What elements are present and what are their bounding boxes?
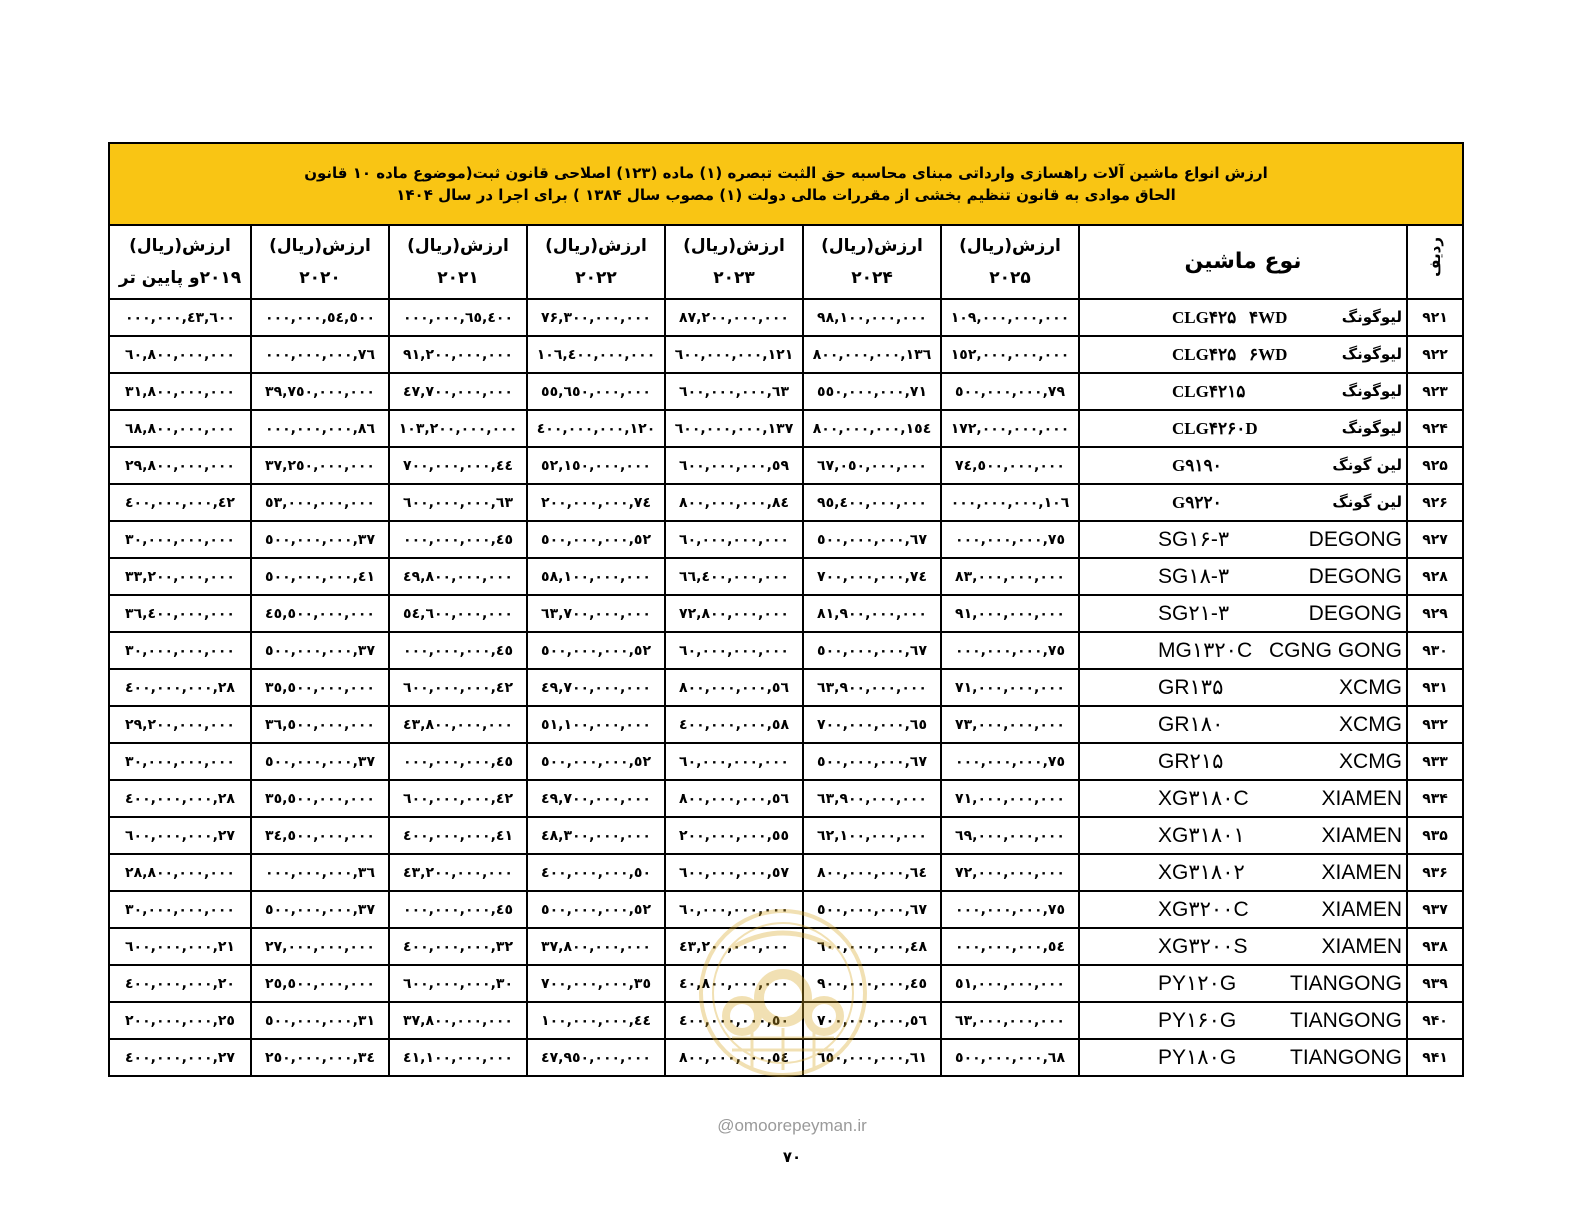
value-cell: ٥٥,٦٥۰,۰۰۰,۰۰۰ xyxy=(527,373,665,410)
value-cell: ٤٤,۱۰۰,۰۰۰,۰۰۰ xyxy=(527,1002,665,1039)
value-cell: ۲٥,۲۰۰,۰۰۰,۰۰۰ xyxy=(109,1002,251,1039)
value-cell: ۱۷۲,۰۰۰,۰۰۰,۰۰۰ xyxy=(941,410,1079,447)
machine-type-cell xyxy=(1079,558,1407,595)
value-cell: ۸٦,۰۰۰,۰۰۰,۰۰۰ xyxy=(251,410,389,447)
value-cell: ٥٤,٦۰۰,۰۰۰,۰۰۰ xyxy=(389,595,527,632)
table-row xyxy=(109,669,1463,706)
table-row xyxy=(109,965,1463,1002)
value-cell: ٤۳,۸۰۰,۰۰۰,۰۰۰ xyxy=(389,706,527,743)
table-row xyxy=(109,632,1463,669)
value-cell: ٦۳,٦۰۰,۰۰۰,۰۰۰ xyxy=(665,373,803,410)
value-cell: ۱۲۰,٤۰۰,۰۰۰,۰۰۰ xyxy=(527,410,665,447)
machine-model: GR۱۳۵ xyxy=(1158,676,1224,699)
value-cell: ۷٦,۰۰۰,۰۰۰,۰۰۰ xyxy=(251,336,389,373)
value-cell: ۳٦,۰۰۰,۰۰۰,۰۰۰ xyxy=(251,854,389,891)
table-row xyxy=(109,780,1463,817)
machine-model: XG۳۲۰۰C xyxy=(1158,898,1249,921)
value-cell: ۷۱,۰۰۰,۰۰۰,۰۰۰ xyxy=(941,780,1079,817)
value-cell: ۳٥,٥۰۰,۰۰۰,۰۰۰ xyxy=(251,669,389,706)
machine-model: SG۱۶-۳ xyxy=(1158,528,1230,551)
value-cell: ۷٥,۰۰۰,۰۰۰,۰۰۰ xyxy=(941,891,1079,928)
value-cell: ٥٤,۰۰۰,۰۰۰,۰۰۰ xyxy=(941,928,1079,965)
value-cell: ٤٥,۰۰۰,۰۰۰,۰۰۰ xyxy=(389,743,527,780)
table-row xyxy=(109,891,1463,928)
value-cell: ۱۳۷,٦۰۰,۰۰۰,۰۰۰ xyxy=(665,410,803,447)
machine-model: XG۳۱۸۰۲ xyxy=(1158,861,1245,884)
header-radif: ردیف xyxy=(1407,225,1463,299)
value-cell: ٥۳,۰۰۰,۰۰۰,۰۰۰ xyxy=(251,484,389,521)
value-cell: ٤۲,٤۰۰,۰۰۰,۰۰۰ xyxy=(109,484,251,521)
machine-type-cell xyxy=(1079,780,1407,817)
value-cell: ٦۳,۷۰۰,۰۰۰,۰۰۰ xyxy=(527,595,665,632)
value-cell: ٥۸,٤۰۰,۰۰۰,۰۰۰ xyxy=(665,706,803,743)
value-cell: ٦۰,۸۰۰,۰۰۰,۰۰۰ xyxy=(109,336,251,373)
table-row xyxy=(109,484,1463,521)
value-cell: ۲٥,٥۰۰,۰۰۰,۰۰۰ xyxy=(251,965,389,1002)
value-cell: ۱۲۱,٦۰۰,۰۰۰,۰۰۰ xyxy=(665,336,803,373)
value-cell: ۸۳,۰۰۰,۰۰۰,۰۰۰ xyxy=(941,558,1079,595)
machine-model: SG۲۱-۳ xyxy=(1158,602,1230,625)
value-cell: ٥۸,۱۰۰,۰۰۰,۰۰۰ xyxy=(527,558,665,595)
value-cell: ۷٤,۲۰۰,۰۰۰,۰۰۰ xyxy=(527,484,665,521)
value-cell: ۳۱,٥۰۰,۰۰۰,۰۰۰ xyxy=(251,1002,389,1039)
value-cell: ٤٤,۷۰۰,۰۰۰,۰۰۰ xyxy=(389,447,527,484)
value-cell: ٤۹,۸۰۰,۰۰۰,۰۰۰ xyxy=(389,558,527,595)
value-cell: ۷۲,۸۰۰,۰۰۰,۰۰۰ xyxy=(665,595,803,632)
value-cell: ۳٦,٥۰۰,۰۰۰,۰۰۰ xyxy=(251,706,389,743)
value-cell: ۹۱,۲۰۰,۰۰۰,۰۰۰ xyxy=(389,336,527,373)
table-row xyxy=(109,299,1463,336)
machine-brand: XIAMEN xyxy=(1321,898,1403,921)
value-cell: ٦۸,۸۰۰,۰۰۰,۰۰۰ xyxy=(109,410,251,447)
machine-brand: TIANGONG xyxy=(1290,1009,1403,1032)
table-row xyxy=(109,521,1463,558)
machine-type-cell xyxy=(1079,817,1407,854)
value-cell: ٦۹,۰۰۰,۰۰۰,۰۰۰ xyxy=(941,817,1079,854)
value-cell: ۳٤,٥۰۰,۰۰۰,۰۰۰ xyxy=(251,817,389,854)
machine-type-cell xyxy=(1079,299,1407,336)
value-cell: ۳۷,٥۰۰,۰۰۰,۰۰۰ xyxy=(251,891,389,928)
row-index: ۹۲۲ xyxy=(1407,336,1463,373)
table-row xyxy=(109,928,1463,965)
value-cell: ٦۲,۱۰۰,۰۰۰,۰۰۰ xyxy=(803,817,941,854)
row-index: ۹۲۳ xyxy=(1407,373,1463,410)
header-year-2024: ارزش(ریال) ۲۰۲۴ xyxy=(803,225,941,299)
value-cell: ٤٥,۰۰۰,۰۰۰,۰۰۰ xyxy=(389,632,527,669)
value-cell: ۷۱,٥٥۰,۰۰۰,۰۰۰ xyxy=(803,373,941,410)
table-row xyxy=(109,373,1463,410)
row-index: ۹۳۹ xyxy=(1407,965,1463,1002)
table-row xyxy=(109,595,1463,632)
machine-type-cell xyxy=(1079,891,1407,928)
value-cell: ۸۱,۹۰۰,۰۰۰,۰۰۰ xyxy=(803,595,941,632)
value-cell: ٦۰,۰۰۰,۰۰۰,۰۰۰ xyxy=(665,743,803,780)
value-cell: ٦۳,۰۰۰,۰۰۰,۰۰۰ xyxy=(941,1002,1079,1039)
value-cell: ۲۹,۸۰۰,۰۰۰,۰۰۰ xyxy=(109,447,251,484)
header-year-2023: ارزش(ریال) ۲۰۲۳ xyxy=(665,225,803,299)
title-line-2: الحاق موادی به قانون تنظیم بخشی از مقررات مالی دولت (۱) مصوب سال ۱۳۸۴ ) برای اجرا در سال ۱۴۰۴ xyxy=(396,186,1176,204)
machine-type-cell xyxy=(1079,965,1407,1002)
value-cell: ۳۳,۲۰۰,۰۰۰,۰۰۰ xyxy=(109,558,251,595)
value-cell: ٦۷,۰٥۰,۰۰۰,۰۰۰ xyxy=(803,447,941,484)
machine-model: SG۱۸-۳ xyxy=(1158,565,1230,588)
machine-type-cell xyxy=(1079,336,1407,373)
machine-model: MG۱۳۲۰C xyxy=(1158,639,1253,662)
value-cell: ٥٦,۸۰۰,۰۰۰,۰۰۰ xyxy=(665,669,803,706)
table-row xyxy=(109,336,1463,373)
value-cell: ۳۰,٦۰۰,۰۰۰,۰۰۰ xyxy=(389,965,527,1002)
machine-brand: DEGONG xyxy=(1308,602,1403,625)
table-row xyxy=(109,558,1463,595)
table-row xyxy=(109,854,1463,891)
value-cell: ٥۹,٦۰۰,۰۰۰,۰۰۰ xyxy=(665,447,803,484)
machine-model: CLG۴۲۱۵ xyxy=(1172,382,1246,401)
row-index: ۹۴۱ xyxy=(1407,1039,1463,1076)
row-index: ۹۲۸ xyxy=(1407,558,1463,595)
value-cell: ۱۳٦,۸۰۰,۰۰۰,۰۰۰ xyxy=(803,336,941,373)
machine-model: GR۱۸۰ xyxy=(1158,713,1224,736)
value-cell: ٤۹,۷۰۰,۰۰۰,۰۰۰ xyxy=(527,669,665,706)
machine-type-cell xyxy=(1079,595,1407,632)
row-index: ۹۲۱ xyxy=(1407,299,1463,336)
value-cell: ۳۰,۰۰۰,۰۰۰,۰۰۰ xyxy=(109,891,251,928)
value-cell: ٤۲,٦۰۰,۰۰۰,۰۰۰ xyxy=(389,669,527,706)
row-index: ۹۳۱ xyxy=(1407,669,1463,706)
value-cell: ۳۱,۸۰۰,۰۰۰,۰۰۰ xyxy=(109,373,251,410)
value-cell: ٥۱,۰۰۰,۰۰۰,۰۰۰ xyxy=(941,965,1079,1002)
value-cell: ۱۰۹,۰۰۰,۰۰۰,۰۰۰ xyxy=(941,299,1079,336)
footer-website: @omoorepeyman.ir xyxy=(717,1116,867,1135)
value-cell: ٥۰,٤۰۰,۰۰۰,۰۰۰ xyxy=(527,854,665,891)
value-cell: ٦۷,٥۰۰,۰۰۰,۰۰۰ xyxy=(803,632,941,669)
value-cell: ٦٥,۷۰۰,۰۰۰,۰۰۰ xyxy=(803,706,941,743)
table-row xyxy=(109,1002,1463,1039)
row-index: ۹۲۶ xyxy=(1407,484,1463,521)
value-cell: ٥٦,۸۰۰,۰۰۰,۰۰۰ xyxy=(665,780,803,817)
value-cell: ۷٥,۰۰۰,۰۰۰,۰۰۰ xyxy=(941,743,1079,780)
header-year-2025: ارزش(ریال) ۲۰۲۵ xyxy=(941,225,1079,299)
title-row xyxy=(109,143,1463,225)
row-index: ۹۲۵ xyxy=(1407,447,1463,484)
header-row xyxy=(109,225,1463,299)
table-title xyxy=(109,143,1463,225)
machine-brand: DEGONG xyxy=(1308,565,1403,588)
value-cell: ۲۷,٤۰۰,۰۰۰,۰۰۰ xyxy=(109,1039,251,1076)
machine-brand: لیوگونگ xyxy=(1341,308,1403,326)
value-cell: ٦٥,٤٠٠,۰۰۰,۰۰۰ xyxy=(389,299,527,336)
value-cell: ٤۳,۲۰۰,۰۰۰,۰۰۰ xyxy=(665,928,803,965)
machine-brand: TIANGONG xyxy=(1290,1046,1403,1069)
machine-model: G۹۲۲۰ xyxy=(1172,493,1222,512)
value-cell: ۳۰,۰۰۰,۰۰۰,۰۰۰ xyxy=(109,521,251,558)
machine-type-cell xyxy=(1079,706,1407,743)
value-cell: ٤۱,۱۰۰,۰۰۰,۰۰۰ xyxy=(389,1039,527,1076)
value-cell: ۱۰۳,۲۰۰,۰۰۰,۰۰۰ xyxy=(389,410,527,447)
machine-model: PY۱۲۰G xyxy=(1158,972,1237,995)
row-index: ۹۲۴ xyxy=(1407,410,1463,447)
value-cell: ٤٣,٦٠٠,۰۰۰,۰۰۰ xyxy=(109,299,251,336)
value-cell: ۲۰,٤۰۰,۰۰۰,۰۰۰ xyxy=(109,965,251,1002)
value-cell: ٤۱,٤۰۰,۰۰۰,۰۰۰ xyxy=(389,817,527,854)
machine-model: CLG۴۲۶۰D xyxy=(1172,419,1258,438)
machine-brand: XCMG xyxy=(1339,750,1403,773)
value-cell: ۷٥,۰۰۰,۰۰۰,۰۰۰ xyxy=(941,632,1079,669)
value-cell: ٥۲,٥۰۰,۰۰۰,۰۰۰ xyxy=(527,743,665,780)
value-cell: ۷٤,٥۰۰,۰۰۰,۰۰۰ xyxy=(941,447,1079,484)
machine-brand: XCMG xyxy=(1339,676,1403,699)
value-cell: ۷۹,٥۰۰,۰۰۰,۰۰۰ xyxy=(941,373,1079,410)
machine-type-cell xyxy=(1079,632,1407,669)
value-cell: ۲۸,۸۰۰,۰۰۰,۰۰۰ xyxy=(109,854,251,891)
value-cell: ۳٤,۲٥۰,۰۰۰,۰۰۰ xyxy=(251,1039,389,1076)
machine-brand: XIAMEN xyxy=(1321,861,1403,884)
title-line-1: ارزش انواع ماشین آلات راهسازی وارداتی مبنای محاسبه حق الثبت تبصره (۱) ماده (۱۲۳) اصلاحی قانون ثبت(موضوع ماده ۱۰ قانون xyxy=(304,164,1268,182)
value-cell: ۹٥,٤۰۰,۰۰۰,۰۰۰ xyxy=(803,484,941,521)
machine-type-cell xyxy=(1079,484,1407,521)
value-cell: ۳٦,٤۰۰,۰۰۰,۰۰۰ xyxy=(109,595,251,632)
machine-brand: لیوگونگ xyxy=(1341,382,1403,400)
row-index: ۹۳۸ xyxy=(1407,928,1463,965)
machine-type-cell xyxy=(1079,410,1407,447)
value-cell: ۱۰٦,۰۰۰,۰۰۰,۰۰۰ xyxy=(941,484,1079,521)
machine-type-cell xyxy=(1079,854,1407,891)
machine-brand: CGNG GONG xyxy=(1269,639,1403,662)
value-cell: ٦۷,٥۰۰,۰۰۰,۰۰۰ xyxy=(803,743,941,780)
machine-brand: XCMG xyxy=(1339,713,1403,736)
row-index: ۹۳۴ xyxy=(1407,780,1463,817)
value-cell: ۳٥,۷۰۰,۰۰۰,۰۰۰ xyxy=(527,965,665,1002)
row-index: ۹۲۷ xyxy=(1407,521,1463,558)
value-cell: ۲۱,٦۰۰,۰۰۰,۰۰۰ xyxy=(109,928,251,965)
value-cell: ٦٦,٤۰۰,۰۰۰,۰۰۰ xyxy=(665,558,803,595)
value-cell: ٥٤,۸۰۰,۰۰۰,۰۰۰ xyxy=(665,1039,803,1076)
value-cell: ٤۹,۷۰۰,۰۰۰,۰۰۰ xyxy=(527,780,665,817)
value-cell: ۳۰,۰۰۰,۰۰۰,۰۰۰ xyxy=(109,743,251,780)
value-cell: ۳٥,٥۰۰,۰۰۰,۰۰۰ xyxy=(251,780,389,817)
machine-model: G۹۱۹۰ xyxy=(1172,456,1222,475)
value-cell: ٤۷,۷۰۰,۰۰۰,۰۰۰ xyxy=(389,373,527,410)
machine-type-cell xyxy=(1079,669,1407,706)
value-cell: ٦۷,٥۰۰,۰۰۰,۰۰۰ xyxy=(803,891,941,928)
value-cell: ۱٥٤,۸۰۰,۰۰۰,۰۰۰ xyxy=(803,410,941,447)
row-index: ۹۳۷ xyxy=(1407,891,1463,928)
value-cell: ۲۸,٤۰۰,۰۰۰,۰۰۰ xyxy=(109,669,251,706)
value-cell: ٤۳,۲۰۰,۰۰۰,۰۰۰ xyxy=(389,854,527,891)
value-cell: ۱٥۲,۰۰۰,۰۰۰,۰۰۰ xyxy=(941,336,1079,373)
row-index: ۹۳۶ xyxy=(1407,854,1463,891)
machine-price-table xyxy=(108,142,1464,1077)
machine-model: CLG۴۲۵ ۶WD xyxy=(1172,345,1288,364)
machine-brand: DEGONG xyxy=(1308,528,1403,551)
value-cell: ٥۲,۱٥۰,۰۰۰,۰۰۰ xyxy=(527,447,665,484)
value-cell: ۸٤,۸۰۰,۰۰۰,۰۰۰ xyxy=(665,484,803,521)
machine-brand: لیوگونگ xyxy=(1341,419,1403,437)
value-cell: ۳۷,٥۰۰,۰۰۰,۰۰۰ xyxy=(251,521,389,558)
machine-brand: XIAMEN xyxy=(1321,935,1403,958)
price-table-container xyxy=(108,142,1462,1077)
header-year-2021: ارزش(ریال) ۲۰۲۱ xyxy=(389,225,527,299)
value-cell: ٤۱,٥۰۰,۰۰۰,۰۰۰ xyxy=(251,558,389,595)
page-number: ۷۰ xyxy=(782,1148,802,1166)
machine-model: XG۳۱۸۰۱ xyxy=(1158,824,1245,847)
machine-model: PY۱۸۰G xyxy=(1158,1046,1237,1069)
value-cell: ۳۰,۰۰۰,۰۰۰,۰۰۰ xyxy=(109,632,251,669)
value-cell: ٦۸,٥۰۰,۰۰۰,۰۰۰ xyxy=(941,1039,1079,1076)
machine-model: XG۳۲۰۰S xyxy=(1158,935,1248,958)
value-cell: ٥۲,٥۰۰,۰۰۰,۰۰۰ xyxy=(527,521,665,558)
value-cell: ٤٥,٥۰۰,۰۰۰,۰۰۰ xyxy=(251,595,389,632)
value-cell: ۹۱,۰۰۰,۰۰۰,۰۰۰ xyxy=(941,595,1079,632)
value-cell: ۷۳,۰۰۰,۰۰۰,۰۰۰ xyxy=(941,706,1079,743)
value-cell: ٦۰,۰۰۰,۰۰۰,۰۰۰ xyxy=(665,891,803,928)
value-cell: ٤۸,۳۰۰,۰۰۰,۰۰۰ xyxy=(527,817,665,854)
value-cell: ۳۷,۲٥۰,۰۰۰,۰۰۰ xyxy=(251,447,389,484)
machine-brand: لین گونگ xyxy=(1332,493,1403,511)
machine-type-cell xyxy=(1079,447,1407,484)
value-cell: ٥٦,۷۰۰,۰۰۰,۰۰۰ xyxy=(803,1002,941,1039)
header-year-2022: ارزش(ریال) ۲۰۲۲ xyxy=(527,225,665,299)
row-index: ۹۲۹ xyxy=(1407,595,1463,632)
value-cell: ۲۷,٦۰۰,۰۰۰,۰۰۰ xyxy=(109,817,251,854)
value-cell: ۷٤,۷۰۰,۰۰۰,۰۰۰ xyxy=(803,558,941,595)
value-cell: ٥۲,٥۰۰,۰۰۰,۰۰۰ xyxy=(527,891,665,928)
machine-brand: TIANGONG xyxy=(1290,972,1403,995)
table-row xyxy=(109,1039,1463,1076)
table-row xyxy=(109,817,1463,854)
value-cell: ۳۷,۸۰۰,۰۰۰,۰۰۰ xyxy=(389,1002,527,1039)
value-cell: ٦۳,۹۰۰,۰۰۰,۰۰۰ xyxy=(803,669,941,706)
value-cell: ۷۱,۰۰۰,۰۰۰,۰۰۰ xyxy=(941,669,1079,706)
value-cell: ٦۳,٦۰۰,۰۰۰,۰۰۰ xyxy=(389,484,527,521)
value-cell: ٦۷,٥۰۰,۰۰۰,۰۰۰ xyxy=(803,521,941,558)
table-row xyxy=(109,706,1463,743)
machine-brand: XIAMEN xyxy=(1321,824,1403,847)
value-cell: ٤٥,۰۰۰,۰۰۰,۰۰۰ xyxy=(389,521,527,558)
value-cell: ٦۰,۰۰۰,۰۰۰,۰۰۰ xyxy=(665,632,803,669)
machine-type-cell xyxy=(1079,928,1407,965)
machine-brand: XIAMEN xyxy=(1321,787,1403,810)
row-index: ۹۳۵ xyxy=(1407,817,1463,854)
row-index: ۹۴۰ xyxy=(1407,1002,1463,1039)
value-cell: ۲۷,۰۰۰,۰۰۰,۰۰۰ xyxy=(251,928,389,965)
value-cell: ٤۲,٦۰۰,۰۰۰,۰۰۰ xyxy=(389,780,527,817)
value-cell: ۳۷,۸۰۰,۰۰۰,۰۰۰ xyxy=(527,928,665,965)
value-cell: ٤٥,۰۰۰,۰۰۰,۰۰۰ xyxy=(389,891,527,928)
header-machine-type: نوع ماشین xyxy=(1079,225,1407,299)
machine-model: GR۲۱۵ xyxy=(1158,750,1224,773)
machine-brand: لیوگونگ xyxy=(1341,345,1403,363)
value-cell: ٥۷,٦۰۰,۰۰۰,۰۰۰ xyxy=(665,854,803,891)
value-cell: ٥۰,٤۰۰,۰۰۰,۰۰۰ xyxy=(665,1002,803,1039)
value-cell: ٤۸,٦۰۰,۰۰۰,۰۰۰ xyxy=(803,928,941,965)
machine-brand: لین گونگ xyxy=(1332,456,1403,474)
value-cell: ۷۶,۳۰۰,۰۰۰,۰۰۰ xyxy=(527,299,665,336)
machine-type-cell xyxy=(1079,373,1407,410)
value-cell: ٥٥,۲۰۰,۰۰۰,۰۰۰ xyxy=(665,817,803,854)
row-index: ۹۳۲ xyxy=(1407,706,1463,743)
value-cell: ٥۲,٥۰۰,۰۰۰,۰۰۰ xyxy=(527,632,665,669)
machine-type-cell xyxy=(1079,743,1407,780)
value-cell: ۸۷,۲۰۰,۰۰۰,۰۰۰ xyxy=(665,299,803,336)
value-cell: ٦۰,۰۰۰,۰۰۰,۰۰۰ xyxy=(665,521,803,558)
value-cell: ٥۱,۱۰۰,۰۰۰,۰۰۰ xyxy=(527,706,665,743)
machine-type-cell xyxy=(1079,1002,1407,1039)
value-cell: ۲۹,۲۰۰,۰۰۰,۰۰۰ xyxy=(109,706,251,743)
value-cell: ۲۸,٤۰۰,۰۰۰,۰۰۰ xyxy=(109,780,251,817)
row-index: ۹۳۳ xyxy=(1407,743,1463,780)
value-cell: ٤۷,۹٥۰,۰۰۰,۰۰۰ xyxy=(527,1039,665,1076)
machine-model: XG۳۱۸۰C xyxy=(1158,787,1249,810)
value-cell: ۷۲,۰۰۰,۰۰۰,۰۰۰ xyxy=(941,854,1079,891)
machine-model: CLG۴۲۵ ۴WD xyxy=(1172,308,1288,327)
value-cell: ۳۷,٥۰۰,۰۰۰,۰۰۰ xyxy=(251,743,389,780)
value-cell: ۳۲,٤۰۰,۰۰۰,۰۰۰ xyxy=(389,928,527,965)
header-year-2019-and-below: ارزش(ریال) ۲۰۱۹و پایین تر xyxy=(109,225,251,299)
value-cell: ۹۸,۱۰۰,۰۰۰,۰۰۰ xyxy=(803,299,941,336)
value-cell: ٦۱,٦٥۰,۰۰۰,۰۰۰ xyxy=(803,1039,941,1076)
value-cell: ۷٥,۰۰۰,۰۰۰,۰۰۰ xyxy=(941,521,1079,558)
machine-type-cell xyxy=(1079,1039,1407,1076)
table-row xyxy=(109,743,1463,780)
value-cell: ۳۷,٥۰۰,۰۰۰,۰۰۰ xyxy=(251,632,389,669)
value-cell: ٥٤,٥٠٠,۰۰۰,۰۰۰ xyxy=(251,299,389,336)
table-row xyxy=(109,447,1463,484)
machine-type-cell xyxy=(1079,521,1407,558)
value-cell: ٤٥,۹۰۰,۰۰۰,۰۰۰ xyxy=(803,965,941,1002)
value-cell: ۱۰٦,٤۰۰,۰۰۰,۰۰۰ xyxy=(527,336,665,373)
value-cell: ٦٤,۸۰۰,۰۰۰,۰۰۰ xyxy=(803,854,941,891)
header-year-2020: ارزش(ریال) ۲۰۲۰ xyxy=(251,225,389,299)
value-cell: ٤۰,۸۰۰,۰۰۰,۰۰۰ xyxy=(665,965,803,1002)
row-index: ۹۳۰ xyxy=(1407,632,1463,669)
value-cell: ۳۹,۷٥۰,۰۰۰,۰۰۰ xyxy=(251,373,389,410)
value-cell: ٦۳,۹۰۰,۰۰۰,۰۰۰ xyxy=(803,780,941,817)
table-row xyxy=(109,410,1463,447)
machine-model: PY۱۶۰G xyxy=(1158,1009,1237,1032)
